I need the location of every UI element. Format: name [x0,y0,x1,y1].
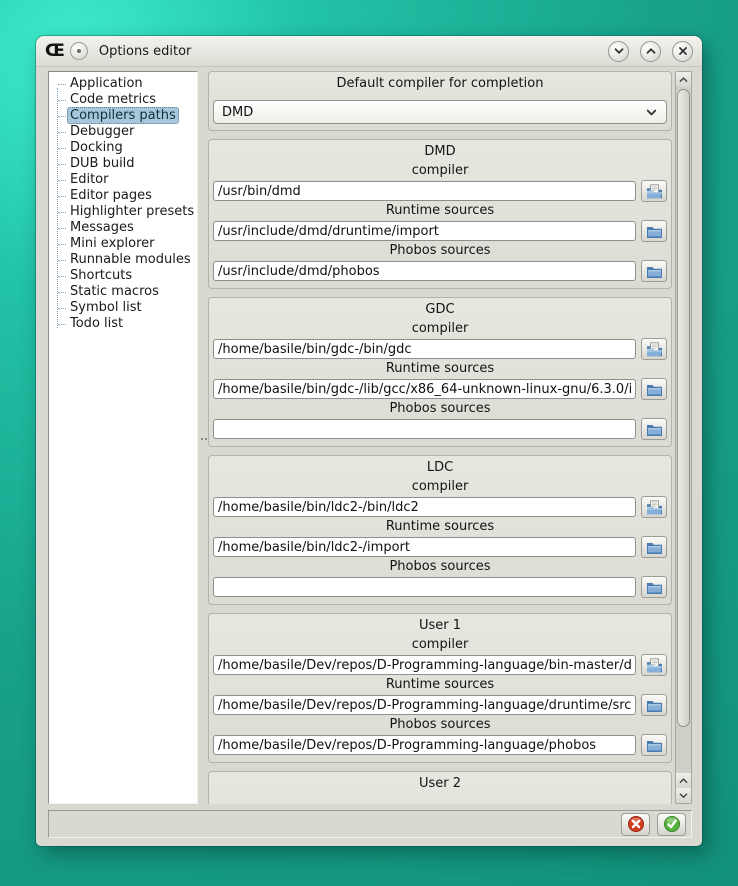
dmd-runtime-sources-input[interactable] [213,221,636,241]
chevron-up-icon [678,776,689,785]
splitter-grip-icon [201,438,203,440]
browse-file-button[interactable] [641,496,667,518]
sidebar-item-static-macros[interactable]: Static macros [67,284,195,300]
gdc-runtime-sources-input[interactable] [213,379,636,399]
field-label: Phobos sources [389,717,491,732]
chevron-up-icon [645,45,657,57]
dot-icon [77,49,81,53]
group-title: User 2 [418,776,462,791]
sidebar-item-application[interactable]: Application [67,76,195,92]
accept-button[interactable] [657,813,686,836]
compiler-group-user2 [208,771,672,804]
browse-folder-button[interactable] [641,734,667,756]
window-title: Options editor [98,43,192,59]
group-title: Default compiler for completion [336,76,544,91]
scrollbar-thumb[interactable] [677,89,690,727]
field-label: Phobos sources [389,401,491,416]
field-label: Runtime sources [385,677,495,692]
app-logo-icon: Œ [45,40,63,61]
sidebar-item-highlighter-presets[interactable]: Highlighter presets [67,204,195,220]
combo-value: DMD [222,104,254,120]
field-label: compiler [411,637,469,652]
minimize-button[interactable] [608,41,629,62]
group-title: DMD [424,144,456,159]
folder-icon [646,422,663,437]
group-title: LDC [426,460,454,475]
compiler-group-user1 [208,613,672,763]
field-label: compiler [411,321,469,336]
sidebar-item-runnable-modules[interactable]: Runnable modules [67,252,195,268]
sidebar-item-mini-explorer[interactable]: Mini explorer [67,236,195,252]
window-content [36,67,702,846]
open-file-icon [646,342,663,357]
category-tree [49,76,195,332]
scrollbar-up-button[interactable] [676,72,691,87]
browse-folder-button[interactable] [641,536,667,558]
close-icon [677,45,689,57]
folder-icon [646,738,663,753]
sidebar-item-messages[interactable]: Messages [67,220,195,236]
accept-green-check-icon [663,815,681,833]
user1-phobos-sources-input[interactable] [213,735,636,755]
scrollbar-track[interactable] [676,87,691,773]
compilers-paths-panel [208,71,692,804]
window-menu-button[interactable] [70,42,88,60]
folder-icon [646,698,663,713]
sidebar-item-symbol-list[interactable]: Symbol list [67,300,195,316]
compiler-group-ldc [208,455,672,605]
open-file-icon [646,500,663,515]
gdc-compiler-path-input[interactable] [213,339,636,359]
field-label: compiler [411,479,469,494]
sidebar-splitter[interactable] [198,71,208,804]
browse-folder-button[interactable] [641,694,667,716]
folder-icon [646,264,663,279]
chevron-down-icon [613,45,625,57]
sidebar-item-docking[interactable]: Docking [67,140,195,156]
compiler-group-gdc [208,297,672,447]
gdc-phobos-sources-input[interactable] [213,419,636,439]
field-label: Runtime sources [385,519,495,534]
dmd-compiler-path-input[interactable] [213,181,636,201]
field-label: Runtime sources [385,361,495,376]
category-list [48,71,198,804]
browse-file-button[interactable] [641,180,667,202]
compiler-group-dmd [208,139,672,289]
scrollbar-down-button[interactable] [676,788,691,803]
vertical-scrollbar[interactable] [675,71,692,804]
ldc-runtime-sources-input[interactable] [213,537,636,557]
sidebar-item-todo-list[interactable]: Todo list [67,316,195,332]
browse-folder-button[interactable] [641,576,667,598]
default-compiler-select[interactable] [213,100,667,124]
sidebar-item-debugger[interactable]: Debugger [67,124,195,140]
dmd-phobos-sources-input[interactable] [213,261,636,281]
browse-folder-button[interactable] [641,220,667,242]
cancel-red-cross-icon [627,815,645,833]
folder-icon [646,382,663,397]
folder-icon [646,224,663,239]
browse-folder-button[interactable] [641,378,667,400]
ldc-compiler-path-input[interactable] [213,497,636,517]
maximize-button[interactable] [640,41,661,62]
options-editor-window [36,36,702,846]
field-label: Phobos sources [389,559,491,574]
group-title: GDC [425,302,455,317]
sidebar-item-code-metrics[interactable]: Code metrics [67,92,195,108]
field-label: Phobos sources [389,243,491,258]
ldc-phobos-sources-input[interactable] [213,577,636,597]
open-file-icon [646,184,663,199]
open-file-icon [646,658,663,673]
cancel-button[interactable] [621,813,650,836]
titlebar [36,36,702,67]
field-label: compiler [411,163,469,178]
browse-folder-button[interactable] [641,260,667,282]
sidebar-item-editor-pages[interactable]: Editor pages [67,188,195,204]
sidebar-item-editor[interactable]: Editor [67,172,195,188]
user1-runtime-sources-input[interactable] [213,695,636,715]
folder-icon [646,540,663,555]
footer-bar [48,810,692,838]
folder-icon [646,580,663,595]
chevron-up-icon [678,75,689,84]
default-compiler-group [208,71,672,131]
sidebar-item-shortcuts[interactable]: Shortcuts [67,268,195,284]
group-title: User 1 [418,618,462,633]
close-button[interactable] [672,41,693,62]
scrollbar-up-button-secondary[interactable] [676,773,691,788]
browse-file-button[interactable] [641,338,667,360]
sidebar-item-compilers-paths[interactable]: Compilers paths [67,108,195,124]
field-label: Runtime sources [385,203,495,218]
chevron-down-icon [645,106,658,119]
browse-folder-button[interactable] [641,418,667,440]
user1-compiler-path-input[interactable] [213,655,636,675]
browse-file-button[interactable] [641,654,667,676]
chevron-down-icon [678,791,689,800]
sidebar-item-dub-build[interactable]: DUB build [67,156,195,172]
